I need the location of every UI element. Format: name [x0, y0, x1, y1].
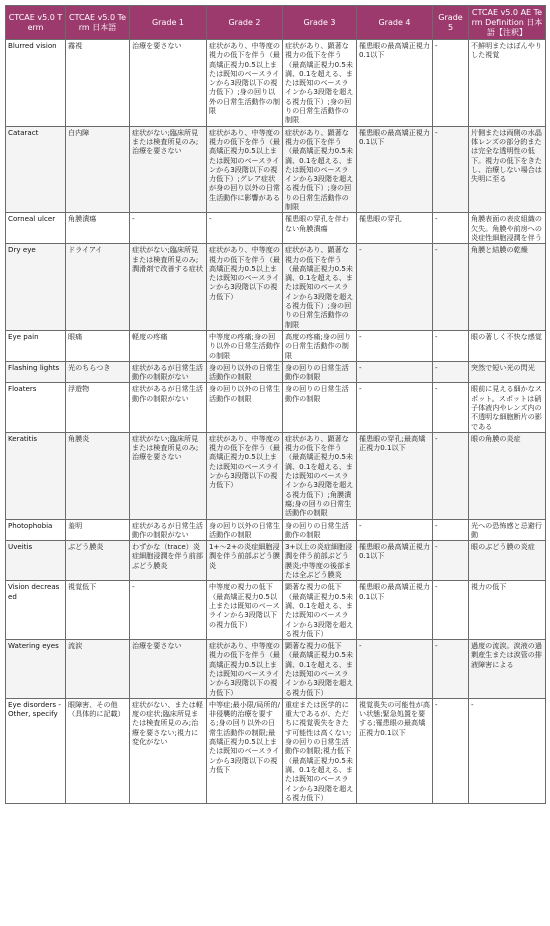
grade-5-cell: - — [433, 432, 469, 519]
header-term-japanese: CTCAE v5.0 Term 日本語 — [66, 6, 130, 40]
grade-3-cell: 症状があり、顕著な視力の低下を伴う（最高矯正視力0.5未満、0.1を超える、または既知のベースラインから3段階を超える視力低下）;身の回りの日常生活動作の制限 — [283, 40, 357, 127]
grade-3-cell: 症状があり、顕著な視力の低下を伴う（最高矯正視力0.5未満、0.1を超える、または既知のベースラインから3段階を超える視力低下）;身の回りの日常生活動作の制限 — [283, 126, 357, 213]
term-japanese-cell: 浮遊物 — [66, 383, 130, 432]
grade-2-cell: 身の回り以外の日常生活動作の制限 — [207, 519, 283, 541]
definition-cell: 眼の著しく不快な感覚 — [469, 330, 546, 361]
grade-2-cell: 身の回り以外の日常生活動作の制限 — [207, 383, 283, 432]
definition-cell: 眼のぶどう膜の炎症 — [469, 541, 546, 581]
table-row — [6, 244, 546, 331]
ctcae-eye-disorders-table — [5, 5, 546, 804]
table-row — [6, 330, 546, 361]
grade-1-cell: わずかな（trace）炎症細胞浸潤を伴う前部ぶどう膜炎 — [130, 541, 207, 581]
grade-5-cell: - — [433, 581, 469, 640]
grade-5-cell: - — [433, 383, 469, 432]
header-grade-2: Grade 2 — [207, 6, 283, 40]
grade-4-cell: 視覚喪失の可能性が高い状態;緊急処置を要する;罹患眼の最高矯正視力0.1以下 — [357, 698, 433, 803]
definition-cell: 不鮮明またはぼんやりした視覚 — [469, 40, 546, 127]
term-cell: Vision decreased — [6, 581, 66, 640]
grade-3-cell: 身の回りの日常生活動作の制限 — [283, 361, 357, 383]
grade-5-cell: - — [433, 330, 469, 361]
grade-5-cell: - — [433, 126, 469, 213]
grade-5-cell: - — [433, 698, 469, 803]
definition-cell: 突然で短い光の閃光 — [469, 361, 546, 383]
table-row — [6, 432, 546, 519]
definition-cell: 眼前に見える細かなスポット。スポットは硝子体液内やレンズ内の不透明な細胞断片の影である — [469, 383, 546, 432]
grade-2-cell: 症状があり、中等度の視力の低下を伴う（最高矯正視力0.5以上または既知のベースラインから3段階以下の視力低下）;グレア症状が身の回り以外の日常生活動作に影響がある — [207, 126, 283, 213]
grade-5-cell: - — [433, 361, 469, 383]
grade-4-cell: 罹患眼の最高矯正視力0.1以下 — [357, 126, 433, 213]
term-cell: Photophobia — [6, 519, 66, 541]
header-grade-4: Grade 4 — [357, 6, 433, 40]
grade-3-cell: 顕著な視力の低下（最高矯正視力0.5未満、0.1を超える、または既知のベースラインから3段階を超える視力低下） — [283, 640, 357, 699]
definition-cell: - — [469, 698, 546, 803]
grade-1-cell: - — [130, 581, 207, 640]
grade-1-cell: 症状があるが日常生活動作の制限がない — [130, 361, 207, 383]
grade-2-cell: 1+～2+の炎症細胞浸潤を伴う前部ぶどう膜炎 — [207, 541, 283, 581]
grade-3-cell: 身の回りの日常生活動作の制限 — [283, 383, 357, 432]
term-cell: Eye pain — [6, 330, 66, 361]
grade-2-cell: 中等度の疼痛;身の回り以外の日常生活動作の制限 — [207, 330, 283, 361]
header-grade-1: Grade 1 — [130, 6, 207, 40]
grade-1-cell: 症状があるが日常生活動作の制限がない — [130, 519, 207, 541]
term-japanese-cell: ドライアイ — [66, 244, 130, 331]
term-japanese-cell: 眼痛 — [66, 330, 130, 361]
term-cell: Watering eyes — [6, 640, 66, 699]
term-japanese-cell: 角膜潰瘍 — [66, 213, 130, 244]
grade-5-cell: - — [433, 213, 469, 244]
grade-2-cell: - — [207, 213, 283, 244]
grade-1-cell: - — [130, 213, 207, 244]
term-cell: Dry eye — [6, 244, 66, 331]
table-row — [6, 383, 546, 432]
term-japanese-cell: ぶどう膜炎 — [66, 541, 130, 581]
term-cell: Eye disorders - Other, specify — [6, 698, 66, 803]
grade-3-cell: 身の回りの日常生活動作の制限 — [283, 519, 357, 541]
header-grade-5: Grade 5 — [433, 6, 469, 40]
definition-cell: 角膜と結膜の乾燥 — [469, 244, 546, 331]
grade-4-cell: - — [357, 361, 433, 383]
grade-4-cell: - — [357, 640, 433, 699]
header-row — [6, 6, 546, 40]
term-japanese-cell: 羞明 — [66, 519, 130, 541]
header-ctcae-term: CTCAE v5.0 Term — [6, 6, 66, 40]
term-japanese-cell: 視覚低下 — [66, 581, 130, 640]
term-cell: Corneal ulcer — [6, 213, 66, 244]
table-row — [6, 126, 546, 213]
term-japanese-cell: 流涙 — [66, 640, 130, 699]
grade-4-cell: - — [357, 244, 433, 331]
table-row — [6, 361, 546, 383]
grade-1-cell: 症状がない;臨床所見または検査所見のみ;潤滑剤で改善する症状 — [130, 244, 207, 331]
grade-1-cell: 治療を要さない — [130, 640, 207, 699]
term-japanese-cell: 光のちらつき — [66, 361, 130, 383]
table-body — [6, 40, 546, 804]
header-definition: CTCAE v5.0 AE Term Definition 日本語【注釈】 — [469, 6, 546, 40]
grade-3-cell: 罹患眼の穿孔を伴わない角膜潰瘍 — [283, 213, 357, 244]
grade-2-cell: 中等度の視力の低下（最高矯正視力0.5以上または既知のベースラインから3段階以下の視力低下） — [207, 581, 283, 640]
table-header — [6, 6, 546, 40]
grade-3-cell: 症状があり、顕著な視力の低下を伴う（最高矯正視力0.5未満、0.1を超える、または既知のベースラインから3段階を超える視力低下）;角膜潰瘍;身の回りの日常生活動作の制限 — [283, 432, 357, 519]
table-row — [6, 581, 546, 640]
grade-1-cell: 治療を要さない — [130, 40, 207, 127]
grade-3-cell: 症状があり、顕著な視力の低下を伴う（最高矯正視力0.5未満、0.1を超える、または既知のベースラインから3段階を超える視力低下）;身の回りの日常生活動作の制限 — [283, 244, 357, 331]
grade-1-cell: 症状がない;臨床所見または検査所見のみ;治療を要さない — [130, 126, 207, 213]
grade-3-cell: 高度の疼痛;身の回りの日常生活動作の制限 — [283, 330, 357, 361]
grade-5-cell: - — [433, 40, 469, 127]
grade-4-cell: 罹患眼の最高矯正視力0.1以下 — [357, 40, 433, 127]
grade-4-cell: - — [357, 383, 433, 432]
definition-cell: 眼の角膜の炎症 — [469, 432, 546, 519]
definition-cell: 光への恐怖感と忌避行動 — [469, 519, 546, 541]
grade-5-cell: - — [433, 541, 469, 581]
grade-1-cell: 症状がない;臨床所見または検査所見のみ;治療を要さない — [130, 432, 207, 519]
grade-2-cell: 中等症;最小限/局所的/非侵襲的治療を要する;身の回り以外の日常生活動作の制限;最高矯正視力0.5以上または既知のベースラインから3段階以下の視力低下 — [207, 698, 283, 803]
grade-5-cell: - — [433, 519, 469, 541]
grade-1-cell: 症状があるが日常生活動作の制限がない — [130, 383, 207, 432]
grade-2-cell: 症状があり、中等度の視力の低下を伴う（最高矯正視力0.5以上または既知のベースラインから3段階以下の視力低下） — [207, 244, 283, 331]
term-cell: Keratitis — [6, 432, 66, 519]
term-cell: Floaters — [6, 383, 66, 432]
grade-4-cell: 罹患眼の穿孔;最高矯正視力0.1以下 — [357, 432, 433, 519]
grade-4-cell: 罹患眼の最高矯正視力0.1以下 — [357, 541, 433, 581]
grade-4-cell: 罹患眼の最高矯正視力0.1以下 — [357, 581, 433, 640]
grade-2-cell: 身の回り以外の日常生活動作の制限 — [207, 361, 283, 383]
grade-4-cell: - — [357, 330, 433, 361]
term-cell: Uveitis — [6, 541, 66, 581]
table-row — [6, 519, 546, 541]
grade-3-cell: 顕著な視力の低下（最高矯正視力0.5未満、0.1を超える、または既知のベースラインから3段階を超える視力低下） — [283, 581, 357, 640]
table-row — [6, 213, 546, 244]
term-japanese-cell: 霧視 — [66, 40, 130, 127]
grade-4-cell: 罹患眼の穿孔 — [357, 213, 433, 244]
term-cell: Flashing lights — [6, 361, 66, 383]
term-japanese-cell: 眼障害、その他（具体的に記載） — [66, 698, 130, 803]
grade-5-cell: - — [433, 244, 469, 331]
term-cell: Blurred vision — [6, 40, 66, 127]
grade-1-cell: 症状がない、または軽度の症状;臨床所見または検査所見のみ;治療を要さない;視力に変化がない — [130, 698, 207, 803]
grade-2-cell: 症状があり、中等度の視力の低下を伴う（最高矯正視力0.5以上または既知のベースラインから3段階以下の視力低下） — [207, 432, 283, 519]
grade-3-cell: 3+以上の炎症細胞浸潤を伴う前部ぶどう膜炎;中等度の後部または全ぶどう膜炎 — [283, 541, 357, 581]
definition-cell: 過度の流涙。涙液の過剰産生または涙管の排液障害による — [469, 640, 546, 699]
grade-4-cell: - — [357, 519, 433, 541]
table-row — [6, 698, 546, 803]
grade-3-cell: 重症または医学的に重大であるが、ただちに視覚喪失をきたす可能性は高くない;身の回りの日常生活動作の制限;視力低下（最高矯正視力0.5未満、0.1を超える、または既知のベースラインから3段階を超える視力低下） — [283, 698, 357, 803]
definition-cell: 片側または両側の水晶体レンズの部分的または完全な透明性の低下。視力の低下をきたし、治療しない場合は失明に至る — [469, 126, 546, 213]
grade-1-cell: 軽度の疼痛 — [130, 330, 207, 361]
table-row — [6, 541, 546, 581]
term-japanese-cell: 角膜炎 — [66, 432, 130, 519]
header-grade-3: Grade 3 — [283, 6, 357, 40]
grade-5-cell: - — [433, 640, 469, 699]
grade-2-cell: 症状があり、中等度の視力の低下を伴う（最高矯正視力0.5以上または既知のベースラインから3段階以下の視力低下）;身の回り以外の日常生活動作の制限 — [207, 40, 283, 127]
grade-2-cell: 症状があり、中等度の視力の低下を伴う（最高矯正視力0.5以上または既知のベースラインから3段階以下の視力低下） — [207, 640, 283, 699]
term-cell: Cataract — [6, 126, 66, 213]
definition-cell: 視力の低下 — [469, 581, 546, 640]
table-row — [6, 640, 546, 699]
term-japanese-cell: 白内障 — [66, 126, 130, 213]
ctcae-eye-disorders-table-container — [5, 5, 545, 804]
definition-cell: 角膜表面の表皮組織の欠失。角膜や前房への炎症性細胞浸潤を伴う — [469, 213, 546, 244]
table-row — [6, 40, 546, 127]
